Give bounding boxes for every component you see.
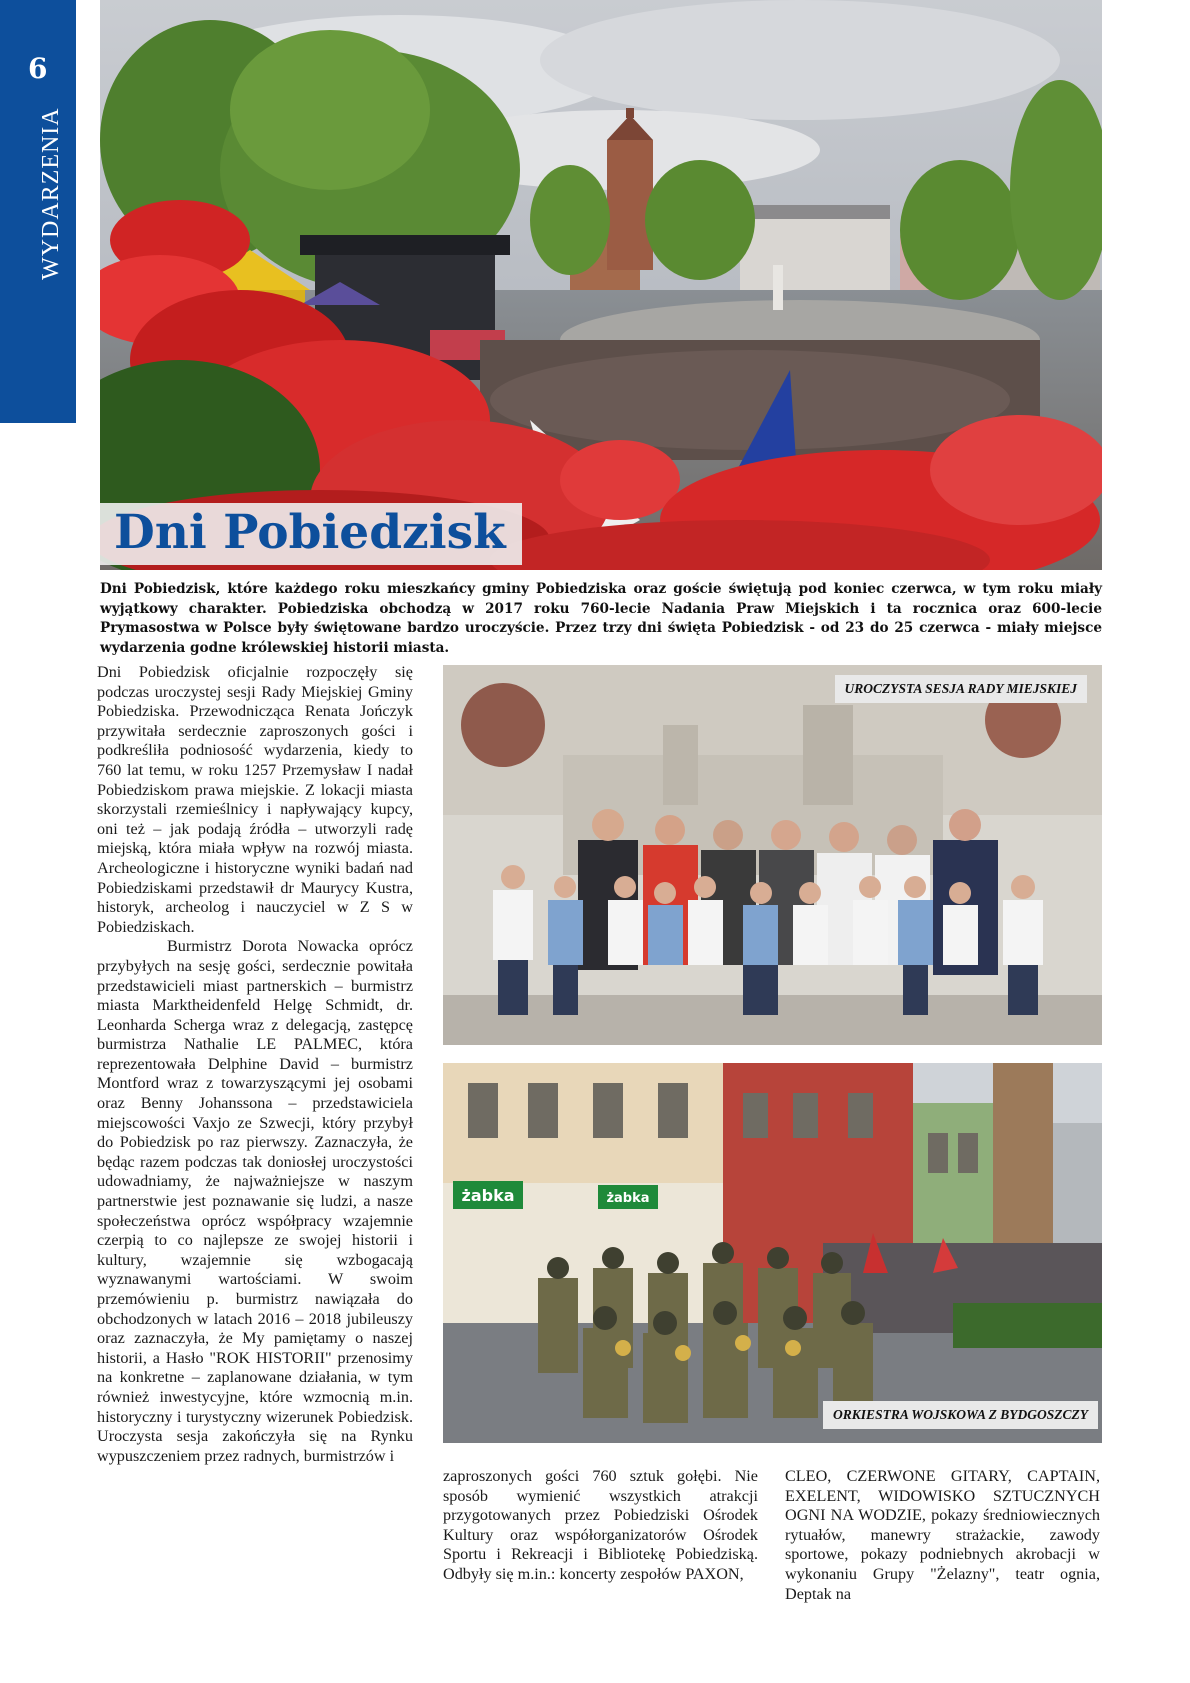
section-label: WYDARZENIA xyxy=(38,107,64,280)
shop-sign: żabka xyxy=(606,1191,650,1206)
article-column-2: zaproszonych gości 760 sztuk gołębi. Nie sposób wymienić wszystkich atrakcji przygotowanych przez Pobiedziski Ośrodek Kultury oraz współorganizatorów Ośrodek Sportu i Rekreacji i Bibliotekę Pobiedziską. Odbyły się m.in.: koncerty zespołów PAXON, xyxy=(443,1467,758,1583)
photo-military-orchestra xyxy=(443,1063,1102,1443)
article-paragraph: Burmistrz Dorota Nowacka oprócz przybyłych na sesję gości, serdecznie powitała przedstawicieli miast partnerskich – burmistrz miasta Marktheidenfeld Helgę Schmidt, dr. Leonharda Scherga wraz z delegacją, zastępcę burmistrza Nathalie LE PALMEC, która reprezentowała Delphine David – burmistrz Montford wraz z towarzyszącymi jej osobami oraz Benny Johanssona – przedstawiciela miejscowości Vaxjo ze Szwecji, który przybył do Pobiedzisk po raz pierwszy. Zaznaczyła, że będąc razem podczas tak doniosłej uroczystości udowadniamy, że najważniejsze w naszym partnerstwie jest poznawanie się ludzi, a nasze społeczeństwa oprócz współpracy wzajemnie czerpią to co najlepsze ze swojej historii i kultury, wzajemnie się wzbogacają wyznawanymi wartościami. W swoim przemówieniu p. burmistrz nawiązała do obchodzonych w latach 2016 – 2018 jubileuszy oraz zaznaczyła, że My pamiętamy o naszej historii, a Hasło "ROK HISTORII" przenosimy na konkretne – zaplanowane działania, w tym również inwestycyjne, które wzmocnią m.in. historyczny i turystyczny wizerunek Pobiedzisk. Uroczysta sesja zakończyła się na Rynku wypuszczeniem przez radnych, burmistrzów i xyxy=(97,937,413,1465)
article-column-3: CLEO, CZERWONE GITARY, CAPTAIN, EXELENT, WIDOWISKO SZTUCZNYCH OGNI NA WODZIE, pokazy średniowiecznych rytuałów, manewry strażackie, zawody sportowe, pokazy podniebnych akrobacji w wykonaniu Grupy "Żelazny", teatr ognia, Deptak na xyxy=(785,1467,1100,1603)
photo-caption-orchestra: ORKIESTRA WOJSKOWA Z BYDGOSZCZY xyxy=(823,1401,1098,1429)
article-lead: Dni Pobiedzisk, które każdego roku mieszkańcy gminy Pobiedziska oraz goście świętują pod koniec czerwca, w tym roku miały wyjątkowy charakter. Pobiedziska obchodzą w 2017 roku 760-lecie Nadania Praw Miejskich i ta rocznica oraz 600-lecie Prymasostwa w Polsce były świętowane bardzo uroczyście. Przez trzy dni święta Pobiedzisk - od 23 do 25 czerwca - miały miejsce wydarzenia godne królewskiej historii miasta. xyxy=(100,581,1102,656)
page-number: 6 xyxy=(28,52,48,85)
article-paragraph: Dni Pobiedzisk oficjalnie rozpoczęły się podczas uroczystej sesji Rady Miejskiej Gminy Pobiedziska. Przewodnicząca Renata Jończyk przywitała serdecznie zaproszonych gości i podkreśliła podniosość wydarzenia, kiedy to 760 lat temu, w roku 1257 Przemysław I nadał Pobiedziskom prawa miejskie. Z lokacji miasta skorzystali rzemieślnicy i napływający kupcy, oni też – jak podają źródła – utworzyli radę miejską, która miała wpływ na rozwój miasta. Archeologiczne i historyczne wyniki badań nad Pobiedziskami przedstawił dr Maurycy Kustra, historyk, archeolog i nauczyciel w Z S w Pobiedziskach. xyxy=(97,663,413,936)
section-sidebar xyxy=(0,0,76,423)
shop-sign: żabka xyxy=(461,1186,515,1205)
article-column-1 xyxy=(97,663,413,1466)
photo-council-session xyxy=(443,665,1102,1045)
hero-photo-town-square xyxy=(100,0,1102,570)
article-title-box xyxy=(100,503,522,565)
photo-caption-session: UROCZYSTA SESJA RADY MIEJSKIEJ xyxy=(835,675,1087,703)
article-title: Dni Pobiedzisk xyxy=(114,505,506,560)
